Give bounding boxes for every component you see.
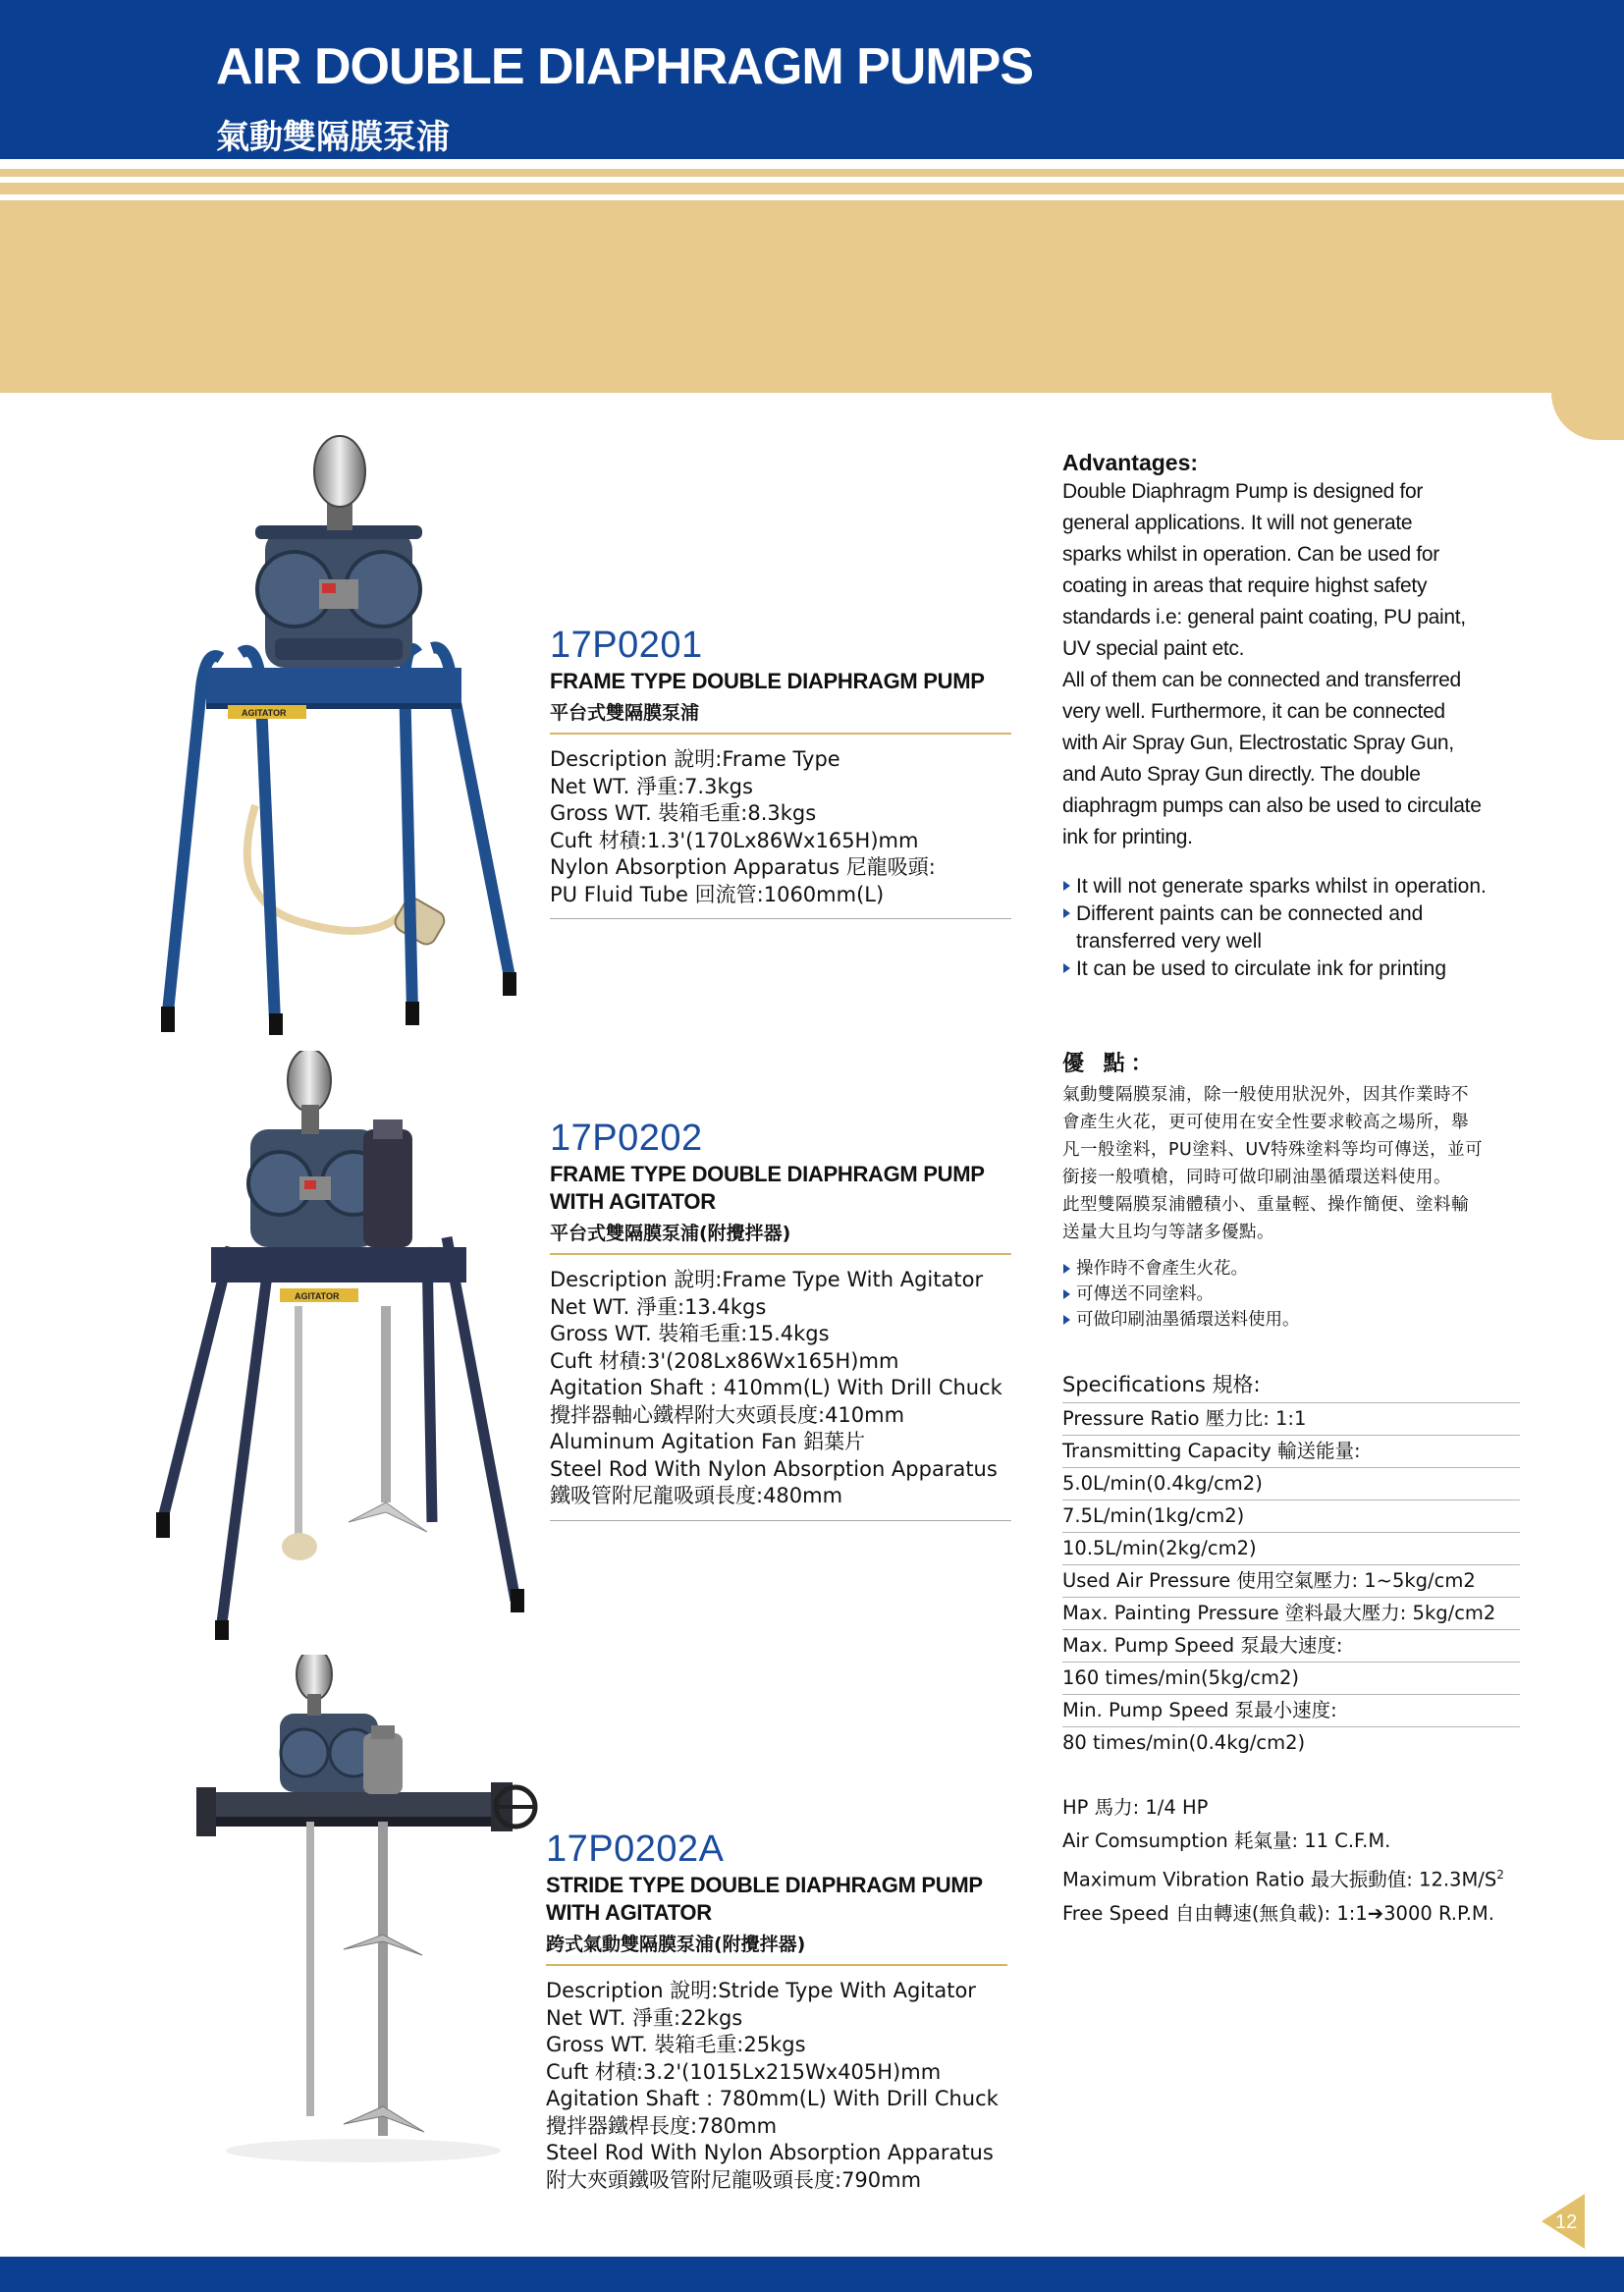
adv-line: with Air Spray Gun, Electrostatic Spray Gun, (1062, 732, 1454, 754)
spec-row: Pressure Ratio 壓力比: 1:1 (1062, 1403, 1520, 1436)
page-title: AIR DOUBLE DIAPHRAGM PUMPS (216, 38, 1034, 95)
desc-line: Agitation Shaft : 780mm(L) With Drill Chuck (546, 2087, 999, 2110)
agitator-badge: AGITATOR (295, 1291, 340, 1301)
specs-table (1062, 1402, 1520, 1760)
advantages-zh-title: 優 點： (1062, 1052, 1159, 1076)
advantages-text (1062, 476, 1573, 853)
desc-line: Aluminum Agitation Fan 鋁葉片 (550, 1430, 866, 1453)
footer-band (0, 2257, 1624, 2292)
zh-bullet-item: 可傳送不同塗料。 (1062, 1282, 1573, 1307)
desc-line: Steel Rod With Nylon Absorption Apparatus (546, 2141, 994, 2164)
product-description (550, 746, 1011, 908)
product-name-zh: 平台式雙隔膜泵浦 (550, 702, 700, 724)
desc-line: 附大夾頭鐵吸管附尼龍吸頭長度:790mm (546, 2167, 922, 2192)
bullet-item-cont: transferred very well (1076, 930, 1263, 953)
adv-line: All of them can be connected and transferred (1062, 669, 1461, 691)
advantages-section (1062, 450, 1573, 983)
zh-line: 送量大且均勻等諸多優點。 (1062, 1223, 1274, 1242)
bullet-item: It will not generate sparks whilst in operation. (1062, 873, 1573, 900)
desc-line: Gross WT. 裝箱毛重:8.3kgs (550, 801, 817, 825)
product-17p0202 (550, 1118, 1011, 1521)
spec-hp: HP 馬力: 1/4 HP (1062, 1796, 1209, 1819)
product-code: 17P0202 (550, 1118, 703, 1159)
spec-row: 5.0L/min(0.4kg/cm2) (1062, 1468, 1520, 1501)
zh-line: 此型雙隔膜泵浦體積小、重量輕、操作簡便、塗料輸 (1062, 1195, 1469, 1215)
desc-line: Description 說明:Frame Type With Agitator (550, 1268, 984, 1291)
adv-line: diaphragm pumps can also be used to circulate (1062, 794, 1482, 817)
spec-free-speed-end: 3000 R.P.M. (1383, 1901, 1494, 1925)
pump-stride-image (196, 1655, 569, 2165)
adv-line: standards i.e: general paint coating, PU paint, (1062, 606, 1466, 628)
advantages-title: Advantages: (1062, 450, 1199, 475)
zh-line: 凡一般塗料，PU塗料、UV特殊塗料等均可傳送，並可 (1062, 1140, 1484, 1160)
desc-line: Description 說明:Frame Type (550, 747, 840, 771)
advantages-zh-bullets (1062, 1256, 1573, 1333)
adv-line: very well. Furthermore, it can be connected (1062, 700, 1445, 723)
spec-row: Used Air Pressure 使用空氣壓力: 1~5kg/cm2 (1062, 1565, 1520, 1598)
gold-rule (550, 733, 1011, 735)
product-name: FRAME TYPE DOUBLE DIAPHRAGM PUMP (550, 1162, 985, 1186)
spec-row: Max. Painting Pressure 塗料最大壓力: 5kg/cm2 (1062, 1598, 1520, 1630)
zh-bullet-item: 可做印刷油墨循環送料使用。 (1062, 1307, 1573, 1333)
product-description (550, 1267, 1011, 1510)
desc-line: Cuft 材積:3.2'(1015Lx215Wx405H)mm (546, 2059, 942, 2084)
gold-stripe-line (0, 177, 1624, 183)
page-title-zh: 氣動雙隔膜泵浦 (216, 118, 450, 157)
product-17p0202a (546, 1828, 1007, 2194)
spec-free-speed-text: Free Speed 自由轉速(無負載): 1:1 (1062, 1901, 1368, 1925)
gold-tab (1551, 393, 1624, 440)
desc-line: Gross WT. 裝箱毛重:15.4kgs (550, 1322, 830, 1345)
adv-line: Double Diaphragm Pump is designed for (1062, 480, 1424, 503)
zh-line: 會產生火花，更可使用在安全性要求較高之場所，舉 (1062, 1113, 1469, 1132)
gold-rule (550, 1253, 1011, 1255)
desc-line: 鐵吸管附尼龍吸頭長度:480mm (550, 1484, 843, 1507)
desc-line: Steel Rod With Nylon Absorption Apparatus (550, 1456, 998, 1481)
adv-line: general applications. It will not generate (1062, 512, 1413, 534)
product-description (546, 1978, 1007, 2194)
product-name-zh: 跨式氣動雙隔膜泵浦(附攪拌器) (546, 1934, 806, 1955)
desc-line: Agitation Shaft : 410mm(L) With Drill Chuck (550, 1376, 1002, 1399)
desc-line: 攪拌器軸心鐵桿附大夾頭長度:410mm (550, 1402, 905, 1427)
desc-line: Cuft 材積:3'(208Lx86Wx165H)mm (550, 1348, 899, 1373)
arrow-icon: ➔ (1367, 1901, 1384, 1925)
pump-frame-image (147, 432, 540, 1041)
gold-rule (546, 1964, 1007, 1966)
desc-line: Net WT. 淨重:7.3kgs (550, 774, 753, 798)
header-divider (0, 159, 1624, 169)
spec-free-speed (1062, 1897, 1573, 1931)
spec-vibration-text: Maximum Vibration Ratio 最大振動值: 12.3M/S (1062, 1868, 1497, 1891)
product-name: STRIDE TYPE DOUBLE DIAPHRAGM PUMP (546, 1873, 983, 1897)
desc-line: 攪拌器鐵桿長度:780mm (546, 2113, 778, 2138)
spec-row: Min. Pump Speed 泵最小速度: (1062, 1695, 1520, 1727)
spec-vibration (1062, 1858, 1573, 1897)
adv-line: ink for printing. (1062, 826, 1193, 848)
advantages-bullets (1062, 873, 1573, 983)
product-name-zh: 平台式雙隔膜泵浦(附攪拌器) (550, 1223, 791, 1244)
advantages-zh-section (1062, 1047, 1573, 1333)
desc-line: PU Fluid Tube 回流管:1060mm(L) (550, 882, 885, 906)
spec-row: 80 times/min(0.4kg/cm2) (1062, 1731, 1306, 1754)
adv-line: and Auto Spray Gun directly. The double (1062, 763, 1421, 786)
spec-row: Transmitting Capacity 輸送能量: (1062, 1436, 1520, 1468)
bullet-item: Different paints can be connected and (1062, 900, 1573, 928)
zh-line: 氣動雙隔膜泵浦，除一般使用狀況外，因其作業時不 (1062, 1085, 1469, 1105)
spec-row: 160 times/min(5kg/cm2) (1062, 1663, 1520, 1695)
desc-line: Net WT. 淨重:22kgs (546, 2005, 743, 2030)
pump-agitator-image (152, 1051, 545, 1640)
gold-stripe-line (0, 194, 1624, 200)
bullet-item: It can be used to circulate ink for printing (1062, 955, 1573, 983)
gray-rule (550, 918, 1011, 919)
gray-rule (550, 1520, 1011, 1521)
gold-banner (0, 169, 1624, 393)
spec-air: Air Comsumption 耗氣量: 11 C.F.M. (1062, 1829, 1391, 1852)
advantages-zh-text (1062, 1081, 1573, 1246)
page-number: 12 (1555, 2211, 1578, 2233)
product-name-line2: WITH AGITATOR (546, 1900, 712, 1925)
motor-specs (1062, 1791, 1573, 1931)
product-name-line2: WITH AGITATOR (550, 1189, 716, 1214)
desc-line: Gross WT. 裝箱毛重:25kgs (546, 2033, 806, 2056)
desc-line: Description 說明:Stride Type With Agitator (546, 1979, 976, 2002)
adv-line: coating in areas that require highst safety (1062, 574, 1428, 597)
specs-title: Specifications 規格: (1062, 1373, 1261, 1396)
spec-vibration-sup: 2 (1496, 1868, 1504, 1882)
spec-row: Max. Pump Speed 泵最大速度: (1062, 1630, 1520, 1663)
spec-row: 10.5L/min(2kg/cm2) (1062, 1533, 1520, 1565)
product-name: FRAME TYPE DOUBLE DIAPHRAGM PUMP (550, 669, 985, 693)
product-17p0201 (550, 625, 1011, 919)
desc-line: Net WT. 淨重:13.4kgs (550, 1294, 767, 1319)
desc-line: Nylon Absorption Apparatus 尼龍吸頭: (550, 855, 936, 879)
product-code: 17P0202A (546, 1828, 725, 1870)
adv-line: UV special paint etc. (1062, 637, 1245, 660)
adv-line: sparks whilst in operation. Can be used for (1062, 543, 1439, 566)
desc-line: Cuft 材積:1.3'(170Lx86Wx165H)mm (550, 828, 919, 852)
product-code: 17P0201 (550, 625, 703, 666)
spec-row: 7.5L/min(1kg/cm2) (1062, 1501, 1520, 1533)
zh-bullet-item: 操作時不會產生火花。 (1062, 1256, 1573, 1282)
zh-line: 銜接一般噴槍，同時可做印刷油墨循環送料使用。 (1062, 1168, 1451, 1187)
agitator-badge: AGITATOR (242, 708, 287, 718)
specifications-section (1062, 1369, 1520, 1760)
